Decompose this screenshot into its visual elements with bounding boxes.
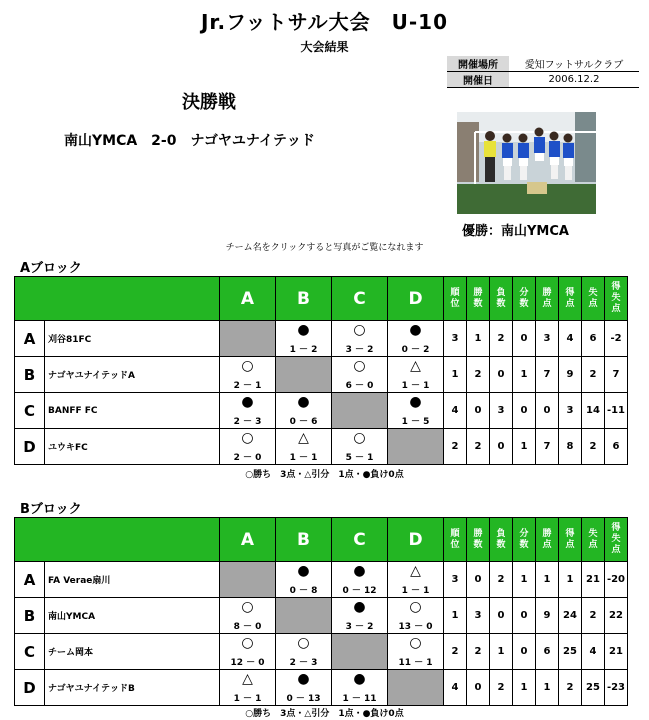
result-symbol: ○ (297, 635, 310, 651)
match-score: 0 － 6 (289, 417, 318, 427)
match-score: 1 － 5 (401, 417, 430, 427)
final-match-result: 南山YMCA 2-0 ナゴヤユナイテッド (64, 133, 315, 149)
match-result-cell (220, 357, 276, 393)
stat-header: 失 点 (582, 277, 605, 321)
match-score: 2 － 3 (289, 658, 318, 668)
match-score: 11 － 1 (398, 658, 433, 668)
stat-value: 2 (582, 598, 605, 634)
row-key: D (15, 670, 45, 706)
stat-value: 0 (513, 598, 536, 634)
table-header-row (15, 518, 628, 562)
event-info-table (447, 56, 639, 88)
result-symbol: △ (410, 563, 421, 579)
match-score: 6 － 0 (345, 381, 374, 391)
match-result-cell (276, 562, 332, 598)
column-header-a: A (220, 518, 276, 562)
stat-value: 2 (490, 670, 513, 706)
row-key: C (15, 634, 45, 670)
stat-value: 25 (582, 670, 605, 706)
match-score: 1 － 1 (233, 694, 262, 704)
table-header-row (15, 277, 628, 321)
column-header-b: B (276, 277, 332, 321)
stat-value: 2 (467, 634, 490, 670)
stat-value: 2 (490, 562, 513, 598)
result-symbol: △ (242, 671, 253, 687)
team-name-link[interactable]: 南山YMCA (45, 598, 220, 634)
column-header-d: D (388, 277, 444, 321)
self-match-cell (388, 670, 444, 706)
self-match-cell (220, 321, 276, 357)
row-key: A (15, 321, 45, 357)
column-header-c: C (332, 277, 388, 321)
date-value: 2006.12.2 (509, 72, 639, 88)
stat-header: 得 点 (559, 518, 582, 562)
stat-value: 1 (467, 321, 490, 357)
table-row (15, 562, 628, 598)
result-symbol: ○ (353, 430, 366, 446)
match-result-cell (388, 393, 444, 429)
table-row (15, 321, 628, 357)
stat-value: 9 (536, 598, 559, 634)
row-key: D (15, 429, 45, 465)
stat-value: 1 (444, 357, 467, 393)
result-symbol: ○ (409, 599, 422, 615)
stat-value: 3 (559, 393, 582, 429)
match-result-cell (220, 393, 276, 429)
stat-value: 2 (559, 670, 582, 706)
stat-header: 得 失 点 (605, 518, 628, 562)
result-symbol: ● (409, 322, 422, 338)
stat-value: 21 (582, 562, 605, 598)
team-name-link[interactable]: FA Verae扇川 (45, 562, 220, 598)
stat-value: 6 (582, 321, 605, 357)
results-subtitle: 大会結果 (300, 40, 349, 54)
match-score: 13 － 0 (398, 622, 433, 632)
result-symbol: ○ (353, 358, 366, 374)
stat-value: 0 (490, 357, 513, 393)
block-a-title: Aブロック (20, 261, 82, 276)
stat-header: 得 点 (559, 277, 582, 321)
stat-header: 勝 点 (536, 518, 559, 562)
result-symbol: ● (353, 563, 366, 579)
stat-value: 2 (490, 321, 513, 357)
stat-value: 0 (490, 598, 513, 634)
match-result-cell (220, 598, 276, 634)
team-name-link[interactable]: BANFF FC (45, 393, 220, 429)
result-symbol: ● (297, 671, 310, 687)
team-name-link[interactable]: チーム岡本 (45, 634, 220, 670)
match-score: 5 － 1 (345, 453, 374, 463)
stat-value: 2 (467, 429, 490, 465)
tournament-title: Jr.フットサル大会 U-10 (200, 10, 449, 34)
stat-value: 2 (467, 357, 490, 393)
match-score: 3 － 2 (345, 622, 374, 632)
result-symbol: ● (353, 671, 366, 687)
stat-value: 3 (444, 562, 467, 598)
stat-value: 2 (582, 429, 605, 465)
stat-value: 0 (467, 670, 490, 706)
result-symbol: △ (410, 358, 421, 374)
stat-value: 3 (444, 321, 467, 357)
match-result-cell (276, 321, 332, 357)
stat-header: 勝 数 (467, 277, 490, 321)
match-score: 1 － 2 (289, 345, 318, 355)
stat-value: 1 (559, 562, 582, 598)
stat-value: 0 (513, 634, 536, 670)
stat-value: 24 (559, 598, 582, 634)
result-symbol: ● (241, 394, 254, 410)
match-result-cell (276, 393, 332, 429)
stat-value: 0 (467, 393, 490, 429)
column-header-d: D (388, 518, 444, 562)
stat-value: 1 (513, 429, 536, 465)
match-score: 8 － 0 (233, 622, 262, 632)
stat-value: 8 (559, 429, 582, 465)
table-row (15, 429, 628, 465)
date-label: 開催日 (447, 72, 509, 88)
header-blank-cell (15, 277, 220, 321)
stat-value: 1 (513, 670, 536, 706)
match-score: 1 － 1 (289, 453, 318, 463)
venue-value: 愛知フットサルクラブ (509, 56, 639, 72)
team-name-link[interactable]: ナゴヤユナイテッドB (45, 670, 220, 706)
result-symbol: ● (297, 394, 310, 410)
result-symbol: ○ (409, 635, 422, 651)
result-symbol: △ (298, 430, 309, 446)
photo-click-note: チーム名をクリックすると写真がご覧になれます (225, 243, 424, 253)
result-symbol: ○ (241, 635, 254, 651)
stat-value: -20 (605, 562, 628, 598)
column-header-b: B (276, 518, 332, 562)
champion-team-photo[interactable] (457, 112, 596, 214)
result-symbol: ○ (353, 322, 366, 338)
column-header-a: A (220, 277, 276, 321)
champion-label: 優勝：南山YMCA (462, 224, 569, 239)
match-result-cell (276, 670, 332, 706)
match-result-cell (332, 562, 388, 598)
match-score: 0 － 13 (286, 694, 321, 704)
stat-value: 7 (536, 357, 559, 393)
stat-value: 25 (559, 634, 582, 670)
stat-header: 分 数 (513, 518, 536, 562)
stat-value: -23 (605, 670, 628, 706)
match-score: 2 － 0 (233, 453, 262, 463)
match-result-cell (220, 670, 276, 706)
match-score: 0 － 8 (289, 586, 318, 596)
result-symbol: ● (297, 563, 310, 579)
match-score: 1 － 1 (401, 586, 430, 596)
row-key: B (15, 357, 45, 393)
stat-header: 失 点 (582, 518, 605, 562)
result-symbol: ● (297, 322, 310, 338)
match-result-cell (332, 670, 388, 706)
final-match-title: 決勝戦 (182, 92, 236, 113)
header-blank-cell (15, 518, 220, 562)
stat-value: 7 (605, 357, 628, 393)
row-key: C (15, 393, 45, 429)
match-score: 12 － 0 (230, 658, 265, 668)
match-score: 3 － 2 (345, 345, 374, 355)
stat-value: 7 (536, 429, 559, 465)
stat-value: 9 (559, 357, 582, 393)
table-row (15, 393, 628, 429)
stat-value: 4 (559, 321, 582, 357)
block-b-title: Bブロック (20, 502, 82, 517)
team-name-link[interactable]: ユウキFC (45, 429, 220, 465)
match-score: 0 － 2 (401, 345, 430, 355)
stat-value: 0 (490, 429, 513, 465)
stat-value: 1 (536, 670, 559, 706)
stat-header: 順 位 (444, 518, 467, 562)
stat-header: 得 失 点 (605, 277, 628, 321)
stat-value: 4 (582, 634, 605, 670)
stat-header: 勝 点 (536, 277, 559, 321)
match-score: 2 － 1 (233, 381, 262, 391)
stat-header: 順 位 (444, 277, 467, 321)
self-match-cell (388, 429, 444, 465)
match-result-cell (388, 598, 444, 634)
result-symbol: ● (353, 599, 366, 615)
match-result-cell (276, 429, 332, 465)
stat-header: 負 数 (490, 518, 513, 562)
row-key: A (15, 562, 45, 598)
team-photo-image (457, 112, 596, 214)
match-result-cell (388, 321, 444, 357)
match-score: 1 － 11 (342, 694, 377, 704)
stat-value: 3 (536, 321, 559, 357)
self-match-cell (276, 598, 332, 634)
match-result-cell (388, 357, 444, 393)
stat-value: 0 (467, 562, 490, 598)
match-result-cell (332, 321, 388, 357)
stat-value: 6 (536, 634, 559, 670)
stat-value: 22 (605, 598, 628, 634)
result-symbol: ○ (241, 430, 254, 446)
stat-value: 1 (444, 598, 467, 634)
match-result-cell (332, 598, 388, 634)
stat-value: 0 (513, 393, 536, 429)
block-b-legend: ○勝ち 3点・△引分 1点・●負け0点 (245, 709, 404, 719)
table-row (15, 598, 628, 634)
block-a-table (14, 276, 628, 465)
stat-value: 1 (513, 562, 536, 598)
stat-value: 2 (582, 357, 605, 393)
stat-value: 1 (536, 562, 559, 598)
self-match-cell (276, 357, 332, 393)
stat-value: 0 (536, 393, 559, 429)
result-symbol: ○ (241, 599, 254, 615)
result-symbol: ● (409, 394, 422, 410)
self-match-cell (332, 393, 388, 429)
stat-value: 4 (444, 393, 467, 429)
stat-header: 分 数 (513, 277, 536, 321)
stat-value: 4 (444, 670, 467, 706)
venue-label: 開催場所 (447, 56, 509, 72)
team-name-link[interactable]: 刈谷81FC (45, 321, 220, 357)
match-score: 0 － 12 (342, 586, 377, 596)
stat-value: 3 (467, 598, 490, 634)
stat-value: 6 (605, 429, 628, 465)
stat-value: -11 (605, 393, 628, 429)
self-match-cell (332, 634, 388, 670)
block-a-legend: ○勝ち 3点・△引分 1点・●負け0点 (245, 470, 404, 480)
stat-header: 負 数 (490, 277, 513, 321)
table-row (15, 634, 628, 670)
result-symbol: ○ (241, 358, 254, 374)
match-result-cell (332, 429, 388, 465)
self-match-cell (220, 562, 276, 598)
match-score: 1 － 1 (401, 381, 430, 391)
team-name-link[interactable]: ナゴヤユナイテッドA (45, 357, 220, 393)
match-score: 2 － 3 (233, 417, 262, 427)
stat-header: 勝 数 (467, 518, 490, 562)
stat-value: 0 (513, 321, 536, 357)
stat-value: 3 (490, 393, 513, 429)
stat-value: 1 (513, 357, 536, 393)
stat-value: -2 (605, 321, 628, 357)
match-result-cell (276, 634, 332, 670)
stat-value: 14 (582, 393, 605, 429)
table-row (15, 670, 628, 706)
stat-value: 1 (490, 634, 513, 670)
stat-value: 21 (605, 634, 628, 670)
block-b-table (14, 517, 628, 706)
match-result-cell (220, 634, 276, 670)
stat-value: 2 (444, 634, 467, 670)
stat-value: 2 (444, 429, 467, 465)
match-result-cell (388, 634, 444, 670)
row-key: B (15, 598, 45, 634)
column-header-c: C (332, 518, 388, 562)
table-row (15, 357, 628, 393)
match-result-cell (220, 429, 276, 465)
match-result-cell (388, 562, 444, 598)
match-result-cell (332, 357, 388, 393)
